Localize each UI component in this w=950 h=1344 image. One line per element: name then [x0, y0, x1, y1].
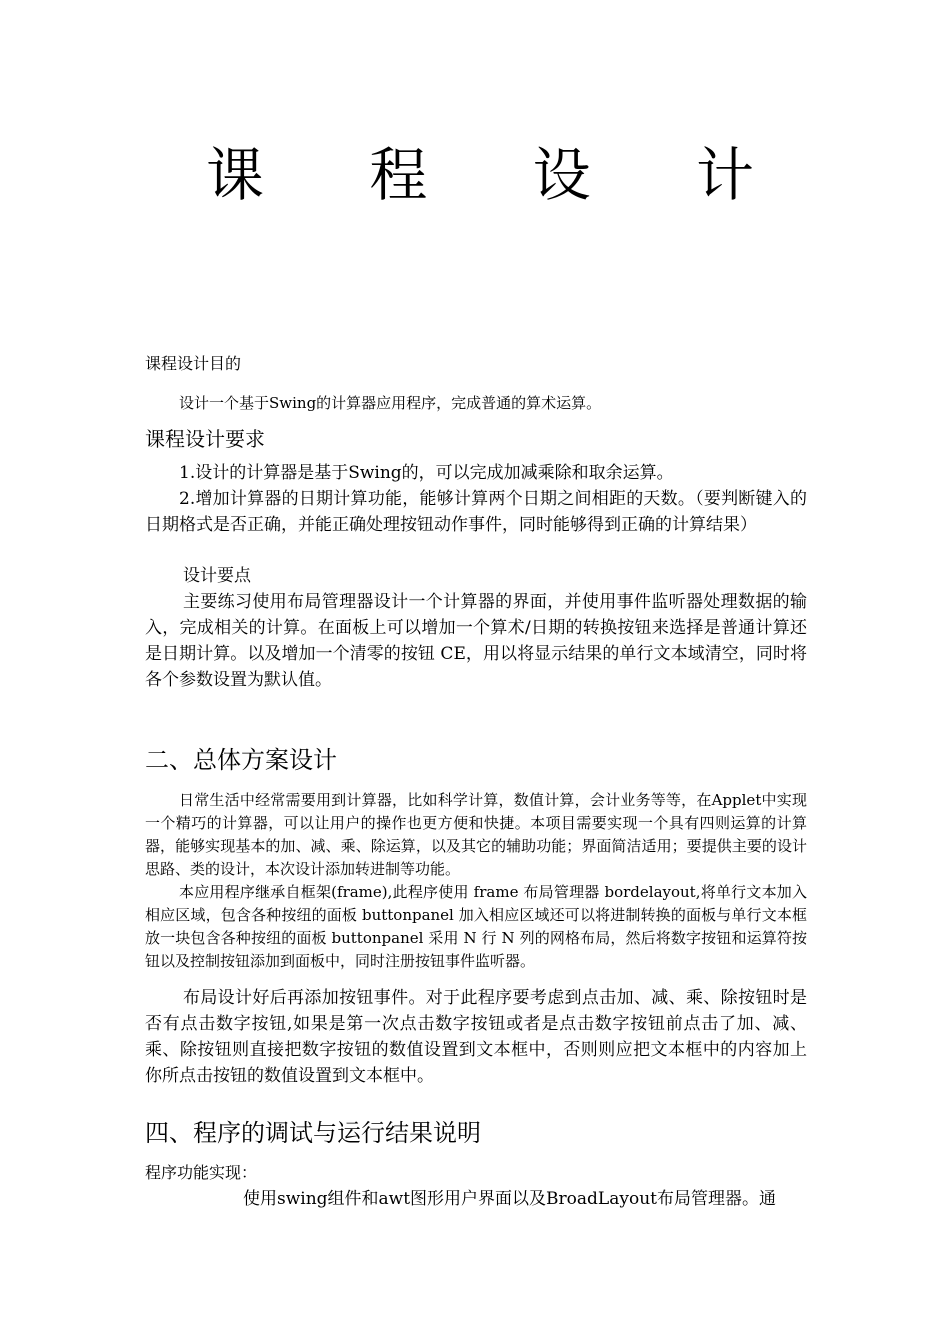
debug-results-heading: 四、程序的调试与运行结果说明	[145, 1119, 481, 1147]
title-char-1: 课	[205, 141, 264, 209]
requirement-1: 1.设计的计算器是基于Swing的，可以完成加减乘除和取余运算。	[179, 463, 674, 483]
title-char-2: 程	[369, 141, 428, 209]
purpose-text: 设计一个基于Swing的计算器应用程序，完成普通的算术运算。	[179, 394, 602, 412]
purpose-heading: 课程设计目的	[145, 354, 242, 373]
overall-design-heading: 二、总体方案设计	[145, 746, 337, 774]
function-heading: 程序功能实现：	[145, 1163, 258, 1182]
key-points-text: 主要练习使用布局管理器设计一个计算器的界面，并使用事件监听器处理数据的输入，完成相关的计算。在面板上可以增加一个算术/日期的转换按钮来选择是普通计算还是日期计算。以及增加一个清零的按钮 CE，用以将显示结果的单行文本域清空，同时将各个参数设置为默认值。	[145, 592, 807, 690]
overall-paragraph-2: 本应用程序继承自框架(frame),此程序使用 frame 布局管理器 bordelayout,将单行文本加入相应区域，包含各种按纽的面板 buttonpanel 加入相应区域还可以将进制转换的面板与单行文本框放一块包含各种按纽的面板 buttonpanel 采用 N 行 N 列的网格布局，然后将数字按钮和运算符按钮以及控制按钮添加到面板中，同时注册按钮事件监听器。	[145, 883, 807, 970]
requirement-2: 2.增加计算器的日期计算功能，能够计算两个日期之间相距的天数。（要判断键入的日期格式是否正确，并能正确处理按钮动作事件，同时能够得到正确的计算结果）	[145, 489, 807, 535]
title-char-3: 设	[532, 141, 591, 209]
key-points-heading: 设计要点	[183, 566, 251, 586]
overall-paragraph-1: 日常生活中经常需要用到计算器，比如科学计算，数值计算，会计业务等等，在Applet中实现一个精巧的计算器，可以让用户的操作也更方便和快捷。本项目需要实现一个具有四则运算的计算器，能够实现基本的加、减、乘、除运算，以及其它的辅助功能；界面简洁适用；要提供主要的设计思路、类的设计，本次设计添加转进制等功能。	[145, 791, 807, 878]
title-char-4: 计	[695, 141, 754, 209]
function-text: 使用swing组件和awt图形用户界面以及BroadLayout布局管理器。通	[243, 1189, 776, 1209]
overall-paragraph-3: 布局设计好后再添加按钮事件。对于此程序要考虑到点击加、减、乘、除按钮时是否有点击数字按钮,如果是第一次点击数字按钮或者是点击数字按钮前点击了加、减、乘、除按钮则直接把数字按钮的数值设置到文本框中，否则则应把文本框中的内容加上你所点击按钮的数值设置到文本框中。	[145, 988, 807, 1086]
document-title	[200, 130, 760, 210]
requirements-heading: 课程设计要求	[145, 427, 265, 451]
